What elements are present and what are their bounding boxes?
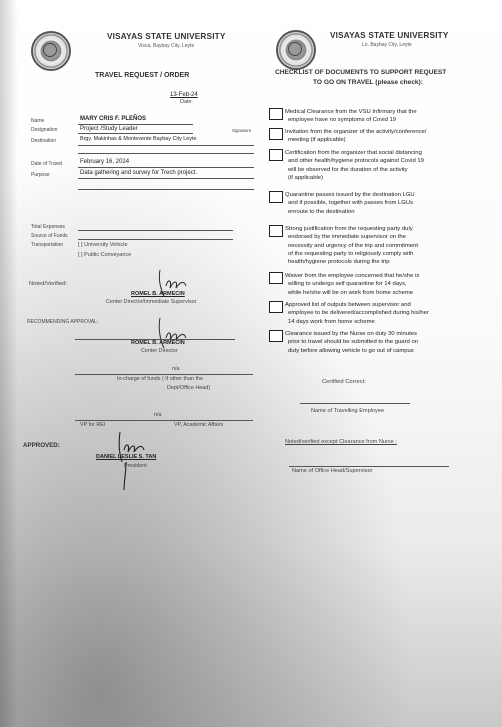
university-seal-right bbox=[276, 30, 316, 70]
checklist-checkbox-2[interactable] bbox=[269, 128, 283, 140]
checklist-checkbox-5[interactable] bbox=[269, 225, 283, 237]
checklist-checkbox-7[interactable] bbox=[269, 301, 283, 313]
checklist-checkbox-6[interactable] bbox=[269, 272, 283, 284]
checklist-item-2-line-2: meeting (if applicable) bbox=[288, 137, 346, 144]
checklist-item-6-line-1: Waiver from the employee concerned that he/she is bbox=[285, 273, 420, 279]
checklist-item-6-line-2: willing to undergo self quarantine for 14 days, bbox=[288, 281, 407, 288]
date-label: Date bbox=[180, 99, 192, 105]
source-of-funds-label: Source of Funds bbox=[31, 233, 68, 239]
university-address-right: Lo. Baybay City, Leyte bbox=[362, 42, 412, 48]
purpose-label: Purpose bbox=[31, 172, 50, 178]
checklist-item-4-line-3: enroute to the destination bbox=[288, 208, 355, 215]
date-of-travel-label: Date of Travel bbox=[31, 161, 63, 167]
certified-correct-label: Certified Correct: bbox=[322, 379, 366, 385]
office-head-label: Name of Office Head/Supervisor bbox=[292, 468, 373, 474]
transport-option-public-conveyance: [ ] Public Conveyance bbox=[78, 252, 132, 258]
purpose-value: Data gathering and survey for Trech project. bbox=[80, 170, 198, 176]
date-value: 13-Feb-24 bbox=[170, 92, 198, 98]
designation-label: Designation bbox=[31, 127, 58, 133]
noted-nurse-label: Noted/verified except Clearance from Nurse : bbox=[285, 439, 397, 445]
transportation-label: Transportation bbox=[31, 242, 64, 248]
destination-label: Destination bbox=[31, 138, 57, 144]
checklist-item-5-line-5: health/hygiene protocols during the trip bbox=[288, 259, 390, 266]
destination-value: Brgy. Makinhas & Montevente Baybay City Leyte bbox=[80, 136, 197, 142]
checklist-item-7-line-1: Approved list of outputs between supervisor and bbox=[285, 302, 411, 308]
university-seal-left bbox=[31, 31, 71, 71]
checklist-title-line2: TO GO ON TRAVEL (please check): bbox=[313, 79, 423, 86]
recommending-approval-label: RECOMMENDING APPROVAL: bbox=[27, 319, 99, 325]
name-label: Name bbox=[31, 118, 45, 124]
recommending-name: ROMEL B. ARMECIN bbox=[131, 340, 185, 346]
university-address-left: Visca, Baybay City, Leyte bbox=[138, 43, 195, 49]
checklist-item-3-line-4: (if applicable) bbox=[288, 174, 324, 181]
traveller-name-label: Name of Travelling Employee bbox=[311, 408, 385, 414]
name-value: MARY CRIS F. PLEÑOS bbox=[80, 116, 147, 122]
checklist-item-6-line-3: while he/she will be on work from home scheme bbox=[288, 289, 414, 296]
checklist-checkbox-8[interactable] bbox=[269, 330, 283, 342]
funds-title-line1: In-charge of funds ( If other than the bbox=[117, 376, 204, 382]
checklist-item-7-line-2: employee to be delivered/accomplished during his/her bbox=[288, 310, 429, 317]
checklist-item-7-line-3: 14 days work from home scheme bbox=[288, 318, 375, 325]
noted-title: Center Director/Immediate Supervisor bbox=[106, 299, 197, 305]
funds-title-line2: Dept/Office Head) bbox=[167, 385, 211, 391]
checklist-item-3-line-2: and other health/hygiene protocols against Covid 19 bbox=[288, 158, 424, 165]
designation-value: Project /Study Leader bbox=[80, 126, 138, 132]
university-name-right: VISAYAS STATE UNIVERSITY bbox=[330, 31, 449, 40]
checklist-item-8-line-3: duty before allowing vehicle to go out of campus bbox=[288, 347, 414, 354]
checklist-item-5-line-2: endorsed by the immediate supervisor on the bbox=[288, 234, 406, 241]
form-title: TRAVEL REQUEST / ORDER bbox=[95, 72, 190, 79]
vp-academic-affairs-label: VP, Academic Affairs bbox=[174, 422, 224, 428]
checklist-title-line1: CHECKLIST OF DOCUMENTS TO SUPPORT REQUEST bbox=[275, 69, 447, 76]
checklist-item-4-line-2: and if possible, together with passes from LGUs bbox=[288, 200, 414, 207]
checklist-item-8-line-2: prior to travel should be submitted to the guard on bbox=[288, 339, 418, 346]
transport-option-university-vehicle: [ ] University Vehicle bbox=[78, 242, 128, 248]
checklist-item-8-line-1: Clearance issued by the Nurse on duty 30 minutes bbox=[285, 331, 417, 337]
total-expenses-label: Total Expenses bbox=[31, 224, 65, 230]
vp-value: n/a bbox=[154, 412, 162, 418]
recommending-title: Center Director bbox=[141, 348, 178, 354]
checklist-item-5-line-1: Strong justification from the requesting party duly bbox=[285, 226, 413, 232]
approved-title: President bbox=[124, 463, 147, 469]
noted-name: ROMEL B. ARMECIN bbox=[131, 291, 185, 297]
checklist-item-4-line-1: Quarantine passes issued by the destination LGU bbox=[285, 192, 415, 198]
funds-value: n/a bbox=[172, 366, 180, 372]
vp-rei-label: VP for REI bbox=[80, 422, 106, 428]
checklist-item-5-line-3: necessity and urgency of the trip and commitment bbox=[288, 242, 418, 249]
checklist-item-3-line-1: Certification from the organizer that social distancing bbox=[285, 150, 422, 156]
checklist-checkbox-1[interactable] bbox=[269, 108, 283, 120]
noted-verified-label: Noted/Verified: bbox=[29, 281, 68, 287]
signature-label: Signature bbox=[232, 128, 252, 133]
checklist-item-3-line-3: will be observed for the duration of the activity bbox=[288, 166, 408, 173]
approved-label: APPROVED: bbox=[23, 442, 60, 449]
university-name-left: VISAYAS STATE UNIVERSITY bbox=[107, 32, 226, 41]
checklist-checkbox-4[interactable] bbox=[269, 191, 283, 203]
checklist-item-1-line-1: Medical Clearance from the VSU Infirmary that the bbox=[285, 109, 417, 115]
checklist-item-5-line-4: of the requesting party to religiously comply with bbox=[288, 250, 414, 257]
checklist-checkbox-3[interactable] bbox=[269, 149, 283, 161]
approved-name: DANIEL LESLIE S. TAN bbox=[96, 454, 157, 460]
date-of-travel-value: February 16, 2024 bbox=[80, 159, 130, 165]
checklist-item-2-line-1: Invitation from the organizer of the activity/conference/ bbox=[285, 129, 427, 135]
checklist-item-1-line-2: employee have no symptoms of Covid 19 bbox=[288, 117, 397, 124]
